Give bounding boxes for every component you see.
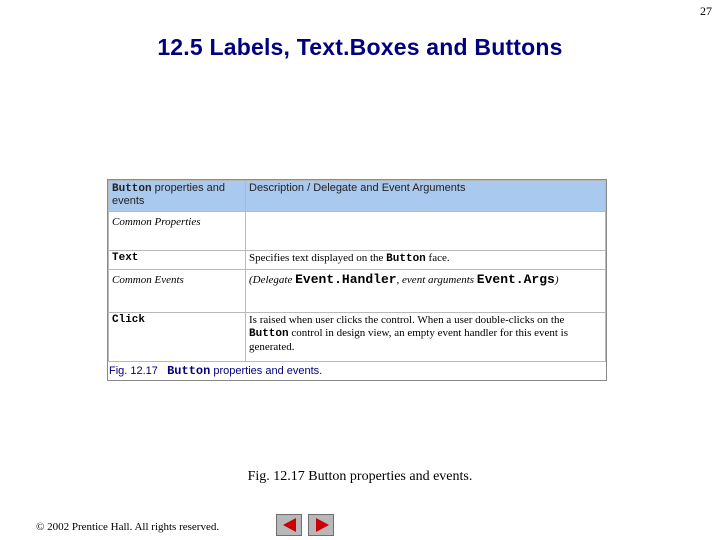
properties-table [108,180,606,362]
figure-label [109,364,322,378]
section-row-events [109,270,606,313]
header-col2: Description / Delegate and Event Arguments [246,181,606,212]
slide-navigation [276,514,334,536]
section-row-properties [109,212,606,251]
figure-label-code: Button [167,364,211,378]
arrow-right-icon [316,518,329,532]
property-name-text: Text [109,251,246,270]
next-slide-button[interactable] [308,514,334,536]
delegate-args: Event.Args [476,272,555,287]
delegate-prefix: (Delegate [249,274,296,286]
slide-title: 12.5 Labels, Text.Boxes and Buttons [157,34,563,60]
header-col1 [109,181,246,212]
properties-figure [107,179,607,381]
delegate-suffix: ) [554,274,559,286]
desc-text: control in design view, an empty event handler for this event is generated. [249,327,569,353]
desc-text: Specifies text displayed on the [249,252,387,264]
desc-code: Button [249,328,289,340]
table-row-click [109,313,606,362]
common-properties-label: Common Properties [109,212,246,251]
header-code: Button [112,183,152,195]
empty-cell [246,212,606,251]
event-desc-click [246,313,606,362]
figure-caption: Fig. 12.17 Button properties and events. [247,469,473,484]
figure-label-text: properties and events. [210,365,323,377]
desc-code: Button [386,253,426,265]
desc-text: face. [425,252,450,264]
table-row-text [109,251,606,270]
event-name-click: Click [109,313,246,362]
page-number: 27 [700,4,712,18]
delegate-middle: , event arguments [396,274,477,286]
copyright-notice: © 2002 Prentice Hall. All rights reserved. [36,521,220,533]
previous-slide-button[interactable] [276,514,302,536]
header-col1-text: properties and events [112,182,225,207]
delegate-handler: Event.Handler [295,272,397,287]
common-events-label: Common Events [109,270,246,313]
table-header-row [109,181,606,212]
property-desc-text [246,251,606,270]
desc-text: Is raised when user clicks the control. When a user double-clicks on the [249,314,565,326]
arrow-left-icon [283,518,296,532]
delegate-cell [246,270,606,313]
figure-number: Fig. 12.17 [109,365,158,377]
